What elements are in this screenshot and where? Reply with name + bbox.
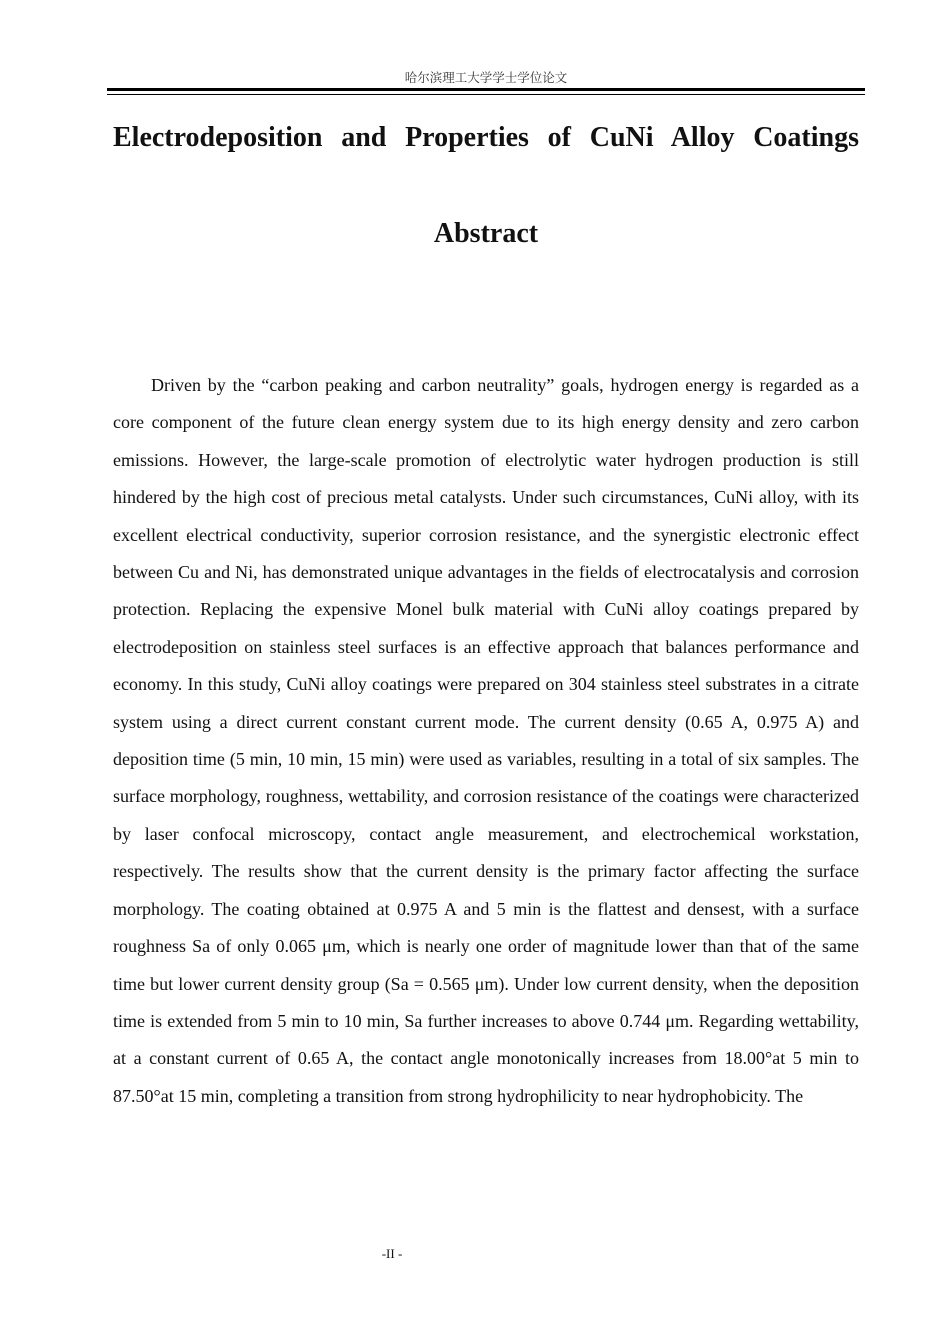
abstract-body: Driven by the “carbon peaking and carbon neutrality” goals, hydrogen energy is regarded as a core component of the future clean energy system due to its high energy density and zero carbon emissions. However, the large-scale promotion of electrolytic water hydrogen production is still hindered by the high cost of precious metal catalysts. Under such circumstances, CuNi alloy, with its excellent electrical conductivity, superior corrosion resistance, and the synergistic electronic effect between Cu and Ni, has demonstrated unique advantages in the fields of electrocatalysis and corrosion protection. Replacing the expensive Monel bulk material with CuNi alloy coatings prepared by electrodeposition on stainless steel surfaces is an effective approach that balances performance and economy. In this study, CuNi alloy coatings were prepared on 304 stainless steel substrates in a citrate system using a direct current constant current mode. The current density (0.65 A, 0.975 A) and deposition time (5 min, 10 min, 15 min) were used as variables, resulting in a total of six samples. The surface morphology, roughness, wettability, and corrosion resistance of the coatings were characterized by laser confocal microscopy, contact angle measurement, and electrochemical workstation, respectively. The results show that the current density is the primary factor affecting the surface morphology. The coating obtained at 0.975 A and 5 min is the flattest and densest, with a surface roughness Sa of only 0.065 μm, which is nearly one order of magnitude lower than that of the same time but lower current density group (Sa = 0.565 μm). Under low current density, when the deposition time is extended from 5 min to 10 min, Sa further increases to above 0.744 μm. Regarding wettability, at a constant current of 0.65 A, the contact angle monotonically increases from 18.00°at 5 min to 87.50°at 15 min, completing a transition from strong hydrophilicity to near hydrophobicity. The	[113, 375, 859, 1106]
header-rule-thick	[107, 88, 865, 91]
page-number: -II -	[381, 1246, 403, 1261]
abstract-heading: Abstract	[433, 218, 539, 249]
document-title: Electrodeposition and Properties of CuNi Alloy Coatings	[113, 122, 859, 153]
header-rule-thin	[107, 94, 865, 95]
page-header: 哈尔滨理工大学学士学位论文	[404, 70, 568, 85]
